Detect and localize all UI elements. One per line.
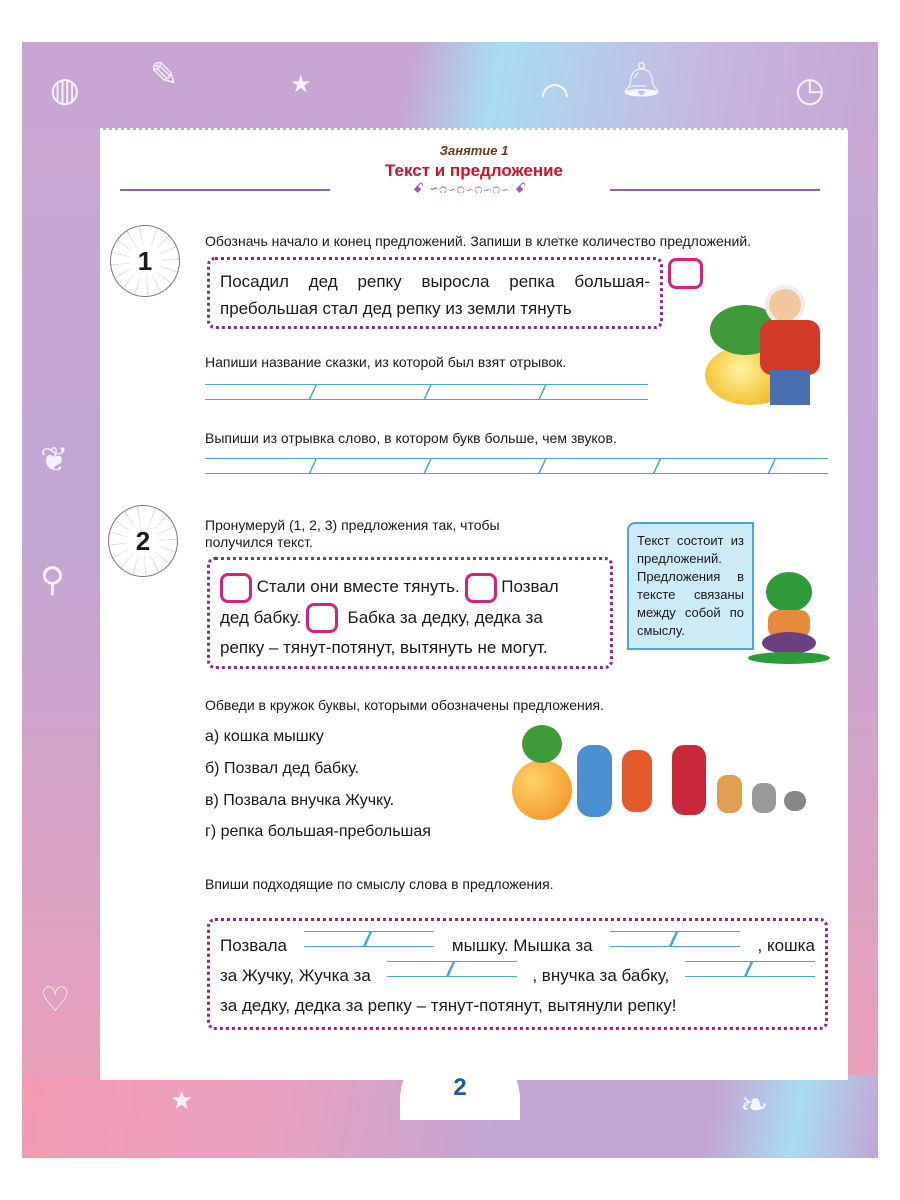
sentences-box xyxy=(207,557,613,669)
ornament: ꗃ ∽೧∽೧∽೧∽೧∽ ꗃ xyxy=(330,180,610,200)
fill-text: , кошка xyxy=(757,936,815,955)
task-title: Напиши название сказки, из которой был взят отрывок. xyxy=(205,354,567,370)
ruler-icon: ◠ xyxy=(540,76,570,114)
writing-line[interactable] xyxy=(205,458,828,474)
exercise-number-badge xyxy=(110,225,180,297)
task-title: Обведи в кружок буквы, которыми обозначены предложения. xyxy=(205,697,605,713)
tale-characters-illustration xyxy=(512,725,812,825)
answer-box[interactable] xyxy=(668,258,703,289)
text-line: пребольшая стал дед репку из земли тянуть xyxy=(220,299,572,318)
instruction-line: Пронумеруй (1, 2, 3) предложения так, чтобы xyxy=(205,517,500,533)
blank[interactable] xyxy=(685,961,815,977)
option-c[interactable]: в) Позвала внучка Жучку. xyxy=(205,792,395,809)
panel-perforation xyxy=(100,128,848,136)
grandpa-turnip-illustration xyxy=(705,275,830,415)
info-box: Текст состоит из предложений. Предложения в тексте связаны между собой по смыслу. xyxy=(627,522,754,650)
sentence: Бабка за дедку, дедка за xyxy=(347,607,543,627)
page-title: Текст и предложение xyxy=(384,161,564,180)
option-d[interactable]: г) репка большая-пребольшая xyxy=(205,823,431,840)
apple-icon: ❦ xyxy=(40,441,69,479)
sentence: репку – тянут-потянут, вытянуть не могут. xyxy=(220,638,548,658)
exercise-number: 2 xyxy=(127,525,159,557)
heart-icon: ♡ xyxy=(40,981,71,1019)
fill-text: за дедку, дедка за репку – тянут-потянут, вытянули репку! xyxy=(220,996,677,1015)
fill-text: , внучка за бабку, xyxy=(532,966,670,985)
writing-line[interactable] xyxy=(205,384,648,400)
fill-text: за Жучку, Жучка за xyxy=(220,966,371,985)
frog-illustration xyxy=(748,572,830,664)
number-box[interactable] xyxy=(465,573,497,603)
clock-icon: ◷ xyxy=(795,71,825,109)
lesson-label: Занятие 1 xyxy=(439,143,509,158)
task-title: Впиши подходящие по смыслу слова в предложения. xyxy=(205,876,554,892)
option-b[interactable]: б) Позвал дед бабку. xyxy=(205,760,360,777)
blank[interactable] xyxy=(610,931,740,947)
globe-icon: ◍ xyxy=(50,71,80,109)
magnifier-icon: ⚲ xyxy=(40,561,65,599)
page-number: 2 xyxy=(453,1074,467,1101)
instruction-line: получился текст. xyxy=(205,534,314,550)
instruction: Обозначь начало и конец предложений. Запиши в клетке количество предложений. xyxy=(205,233,752,249)
text-line: Посадил дед репку выросла репка большая- xyxy=(220,272,650,291)
instruction xyxy=(205,517,500,551)
fill-text: мышку. Мышка за xyxy=(451,936,593,955)
pencil-icon: ✎ xyxy=(150,56,179,94)
exercise-number: 1 xyxy=(129,245,161,277)
number-box[interactable] xyxy=(220,573,252,603)
exercise-number-badge xyxy=(108,505,178,577)
star-icon: ★ xyxy=(170,1085,194,1115)
blank[interactable] xyxy=(387,961,517,977)
option-a[interactable]: а) кошка мышку xyxy=(205,728,324,745)
sentence: Стали они вместе тянуть. xyxy=(256,577,460,596)
fill-text: Позвала xyxy=(220,936,287,955)
leaf-icon: ❧ xyxy=(740,1086,769,1124)
blank[interactable] xyxy=(304,931,434,947)
sentence: дед бабку. xyxy=(220,607,302,627)
number-box[interactable] xyxy=(306,603,338,633)
task-title: Выпиши из отрывка слово, в котором букв больше, чем звуков. xyxy=(205,430,617,446)
bell-icon: 🔔︎ xyxy=(620,61,664,99)
sentence: Позвал xyxy=(501,577,559,596)
fill-in-box xyxy=(207,918,828,1030)
star-icon: ★ xyxy=(290,71,312,98)
text-box xyxy=(207,257,663,329)
